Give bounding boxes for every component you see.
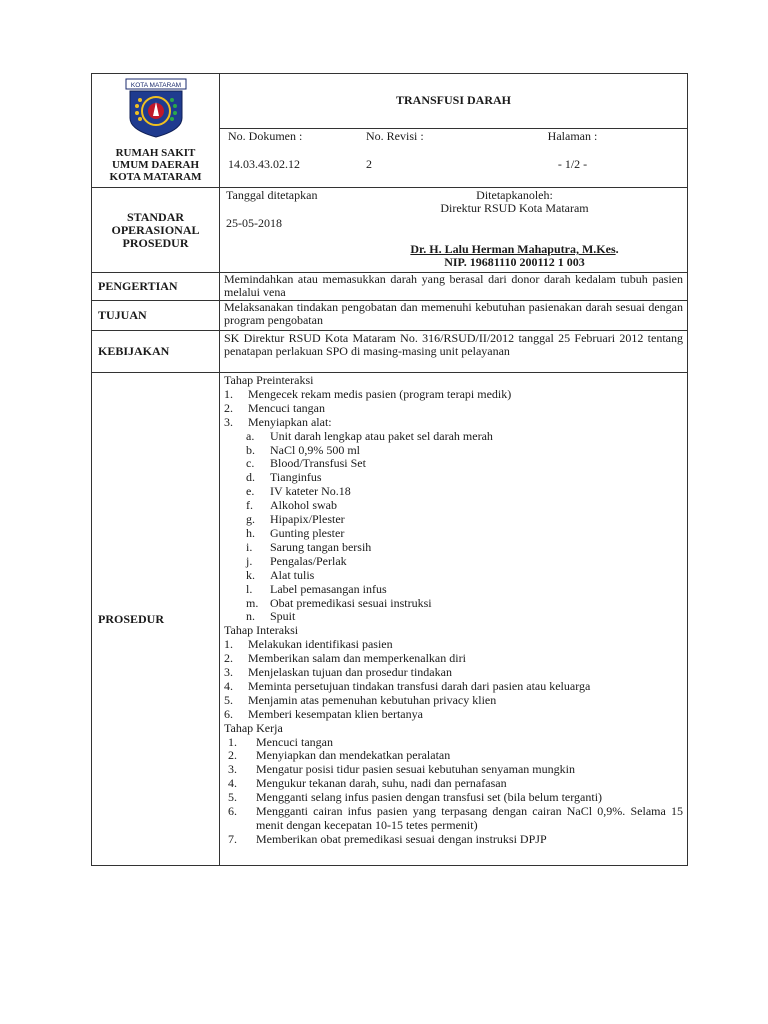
date-label: Tanggal ditetapkan [226,188,318,202]
tool-item [224,471,683,485]
list-text: Gunting plester [270,525,345,540]
tool-item [224,555,683,569]
list-number: n. [246,609,255,624]
tool-item [224,527,683,541]
list-number: b. [246,442,255,457]
prosedur-label: PROSEDUR [92,373,220,866]
kebijakan-text: SK Direktur RSUD Kota Mataram No. 316/RSUD/II/2012 tanggal 25 Februari 2012 tentang penatapan perlakuan SPO di masing-masing unit pelayanan [220,331,688,373]
list-text: Alat tulis [270,567,315,582]
kebijakan-label: KEBIJAKAN [92,331,220,373]
date-value: 25-05-2018 [226,216,282,230]
kerja-item [224,833,683,847]
issued-by-label: Ditetapkanoleh: [476,188,553,202]
list-number: 7. [228,831,237,846]
kerja-item [224,777,683,791]
list-text: Alkohol swab [270,498,337,513]
list-number: 3. [228,762,237,777]
list-text: Menjamin atas pemenuhan kebutuhan privacy klien [248,692,497,707]
list-text: Mencuci tangan [256,734,333,749]
doc-number-label: No. Dokumen : [228,128,303,143]
list-number: 2. [224,651,233,666]
revision-value: 2 [366,156,372,171]
doc-number-cell [220,128,358,183]
hospital-logo-icon [120,78,192,138]
list-text: Memberikan salam dan memperkenalkan diri [248,651,466,666]
hospital-name-line: RUMAH SAKIT [115,147,196,159]
list-text: Blood/Transfusi Set [270,456,366,471]
interaksi-item [224,638,683,652]
list-text: Memberi kesempatan klien bertanya [248,706,423,721]
list-number: i. [246,539,253,554]
list-number: a. [246,428,255,443]
list-number: 3. [224,414,233,429]
kerja-item [224,763,683,777]
doc-number-value: 14.03.43.02.12 [228,156,300,171]
prosedur-content [220,373,688,866]
list-text: Menjelaskan tujuan dan prosedur tindakan [248,665,452,680]
list-number: 1. [224,386,233,401]
list-number: e. [246,484,255,499]
tool-item [224,583,683,597]
list-number: 5. [228,790,237,805]
kerja-list [224,736,683,847]
list-number: 6. [228,804,237,819]
hospital-name [96,147,215,183]
preinteraksi-item [224,416,683,430]
list-number: g. [246,512,255,527]
list-text: Menyiapkan alat: [248,414,332,429]
sop-label-line: OPERASIONAL [111,222,200,237]
kerja-item [224,791,683,805]
list-text: Mengganti selang infus pasien dengan transfusi set (bila belum terganti) [256,790,603,805]
signatory-nip: NIP. 19681110 200112 1 003 [444,255,585,269]
interaksi-list [224,638,683,721]
list-text: Pengalas/Perlak [270,553,347,568]
preinteraksi-item [224,388,683,402]
list-text: Tianginfus [270,470,322,485]
date-cell [220,188,342,272]
list-number: 6. [224,706,233,721]
list-text: Meminta persetujuan tindakan transfusi darah dari pasien atau keluarga [248,678,591,693]
list-number: 3. [224,665,233,680]
list-number: h. [246,525,255,540]
list-number: f. [246,498,253,513]
sop-table [91,73,688,866]
tool-item [224,597,683,611]
interaksi-item [224,694,683,708]
tool-item [224,541,683,555]
list-text: Obat premedikasi sesuai instruksi [270,595,432,610]
interaksi-item [224,680,683,694]
list-number: m. [246,595,259,610]
tool-item [224,513,683,527]
preinteraksi-item [224,402,683,416]
list-number: 4. [224,678,233,693]
tools-list [224,430,683,625]
kerja-item [224,736,683,750]
list-number: c. [246,456,255,471]
tujuan-label: TUJUAN [92,301,220,331]
issuer-cell: Ditetapkanoleh: Direktur RSUD Kota Mataram Dr. H. Lalu Herman Mahaputra, M.Kes. NIP. 19681110 200112 1 003 [342,188,687,272]
interaksi-item [224,652,683,666]
list-text: Mengatur posisi tidur pasien sesuai kebutuhan senyaman mungkin [256,762,575,777]
list-text: Melakukan identifikasi pasien [248,637,393,652]
interaksi-item [224,708,683,722]
list-number: 5. [224,692,233,707]
list-text: Hipapix/Plester [270,512,345,527]
list-number: 1. [228,734,237,749]
sop-label [92,188,220,273]
section-title: Tahap Kerja [224,720,283,735]
list-number: 4. [228,776,237,791]
page-cell [458,128,687,183]
issued-by-title: Direktur RSUD Kota Mataram [440,201,589,215]
list-number: k. [246,567,255,582]
preinteraksi-list [224,388,683,430]
document-title: TRANSFUSI DARAH [220,74,687,128]
revision-label: No. Revisi : [366,128,424,143]
tujuan-text: Melaksanakan tindakan pengobatan dan memenuhi kebutuhan pasienakan darah sesuai dengan program pengobatan [220,301,688,331]
list-text: Mengecek rekam medis pasien (program terapi medik) [248,386,512,401]
tool-item [224,610,683,624]
list-text: Sarung tangan bersih [270,539,372,554]
list-text: Memberikan obat premedikasi sesuai dengan instruksi DPJP [256,831,547,846]
tool-item [224,499,683,513]
sop-label-line: STANDAR [126,209,185,224]
interaksi-item [224,666,683,680]
kerja-item [224,805,683,833]
tool-item [224,444,683,458]
page-value: - 1/2 - [557,156,588,171]
list-number: l. [246,581,253,596]
tool-item [224,457,683,471]
list-text: Unit darah lengkap atau paket sel darah merah [270,428,493,443]
hospital-header-cell [92,74,220,188]
tool-item [224,485,683,499]
list-number: 2. [228,748,237,763]
list-text: NaCl 0,9% 500 ml [270,442,360,457]
list-text: Mencuci tangan [248,400,325,415]
section-title: Tahap Preinteraksi [224,373,314,387]
signatory-name: Dr. H. Lalu Herman Mahaputra, M.Kes [410,242,616,256]
kerja-item [224,749,683,763]
title-and-doc-info [220,74,688,188]
pengertian-text: Memindahkan atau memasukkan darah yang berasal dari donor darah kedalam tubuh pasien melalui vena [220,273,688,301]
tool-item [224,430,683,444]
pengertian-label: PENGERTIAN [92,273,220,301]
list-text: Mengganti cairan infus pasien yang terpasang dengan cairan NaCl 0,9%. Selama 15 menit dengan kecepatan 10-15 tetes permenit) [256,804,683,832]
list-number: 2. [224,400,233,415]
list-text: IV kateter No.18 [270,484,351,499]
revision-cell [358,128,458,183]
list-text: Menyiapkan dan mendekatkan peralatan [256,748,451,763]
section-title: Tahap Interaksi [224,623,299,638]
list-text: Label pemasangan infus [270,581,387,596]
list-text: Spuit [270,609,296,624]
sop-info-cell [220,188,688,273]
list-number: d. [246,470,255,485]
list-text: Mengukur tekanan darah, suhu, nadi dan pernafasan [256,776,507,791]
page-label: Halaman : [547,128,598,143]
hospital-name-line: UMUM DAERAH [111,159,200,171]
sop-label-line: PROSEDUR [122,235,189,250]
list-number: 1. [224,637,233,652]
tool-item [224,569,683,583]
hospital-name-line: KOTA MATARAM [109,171,202,183]
list-number: j. [246,553,253,568]
logo-text: KOTA MATARAM [130,82,181,89]
